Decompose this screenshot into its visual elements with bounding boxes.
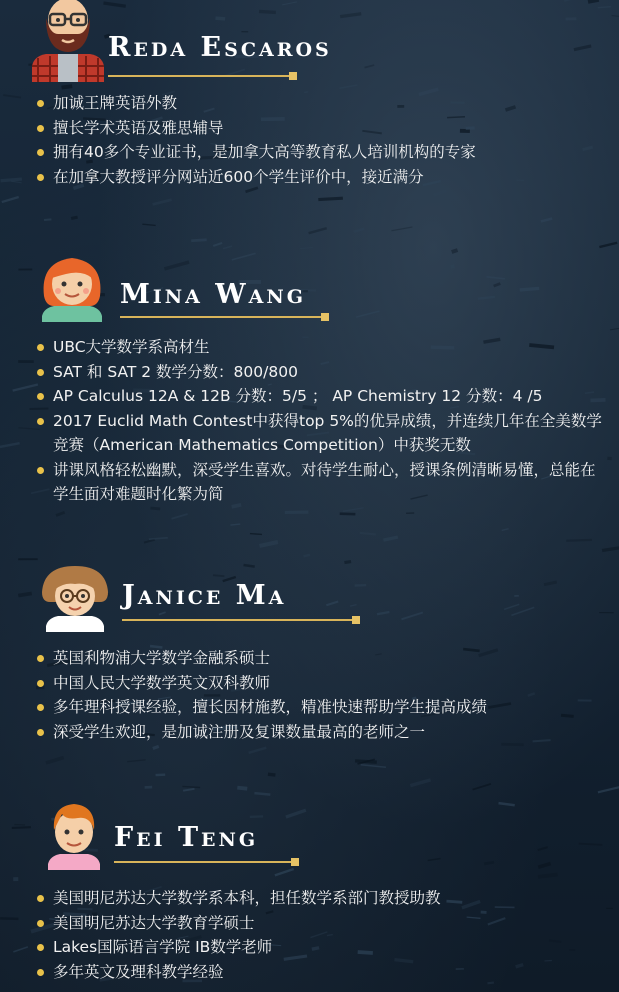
list-item: SAT 和 SAT 2 数学分数：800/800 [37, 360, 602, 385]
list-item: Lakes国际语言学院 IB数学老师 [37, 935, 602, 960]
list-item: 讲课风格轻松幽默，深受学生喜欢。对待学生耐心，授课条例清晰易懂，总能在学生面对难题时化繁为简 [37, 458, 602, 507]
man-orange-hair-avatar-icon [44, 800, 104, 870]
list-item: 多年英文及理科教学经验 [37, 960, 602, 985]
bullet-list [37, 886, 602, 984]
list-item: 美国明尼苏达大学数学系本科，担任数学系部门教授助教 [37, 886, 602, 911]
teacher-name: Janice Ma [122, 580, 287, 611]
list-item: 擅长学术英语及雅思辅导 [37, 116, 597, 141]
list-item: 深受学生欢迎，是加诚注册及复课数量最高的老师之一 [37, 720, 602, 745]
list-item: 在加拿大教授评分网站近600个学生评价中，接近满分 [37, 165, 597, 190]
teacher-name: Reda Escaros [108, 32, 332, 63]
list-item: UBC大学数学系高材生 [37, 335, 602, 360]
list-item: 拥有40多个专业证书，是加拿大高等教育私人培训机构的专家 [37, 140, 597, 165]
teacher-name: Mina Wang [120, 279, 306, 310]
list-item: 加诚王牌英语外教 [37, 91, 597, 116]
list-item: 中国人民大学数学英文双科教师 [37, 671, 602, 696]
list-item: 2017 Euclid Math Contest中获得top 5%的优异成绩，并连续几年在全美数学竞赛（American Mathematics Competition）中获奖无数 [37, 409, 602, 458]
list-item: 英国利物浦大学数学金融系硕士 [37, 646, 602, 671]
list-item: 多年理科授课经验，擅长因材施教，精准快速帮助学生提高成绩 [37, 695, 602, 720]
teacher-name: Fei Teng [114, 822, 259, 853]
name-underline [114, 861, 296, 863]
list-item: AP Calculus 12A & 12B 分数：5/5 ； AP Chemistry 12 分数：4 /5 [37, 384, 602, 409]
underline-end-dot [291, 858, 299, 866]
list-item: 美国明尼苏达大学教育学硕士 [37, 911, 602, 936]
